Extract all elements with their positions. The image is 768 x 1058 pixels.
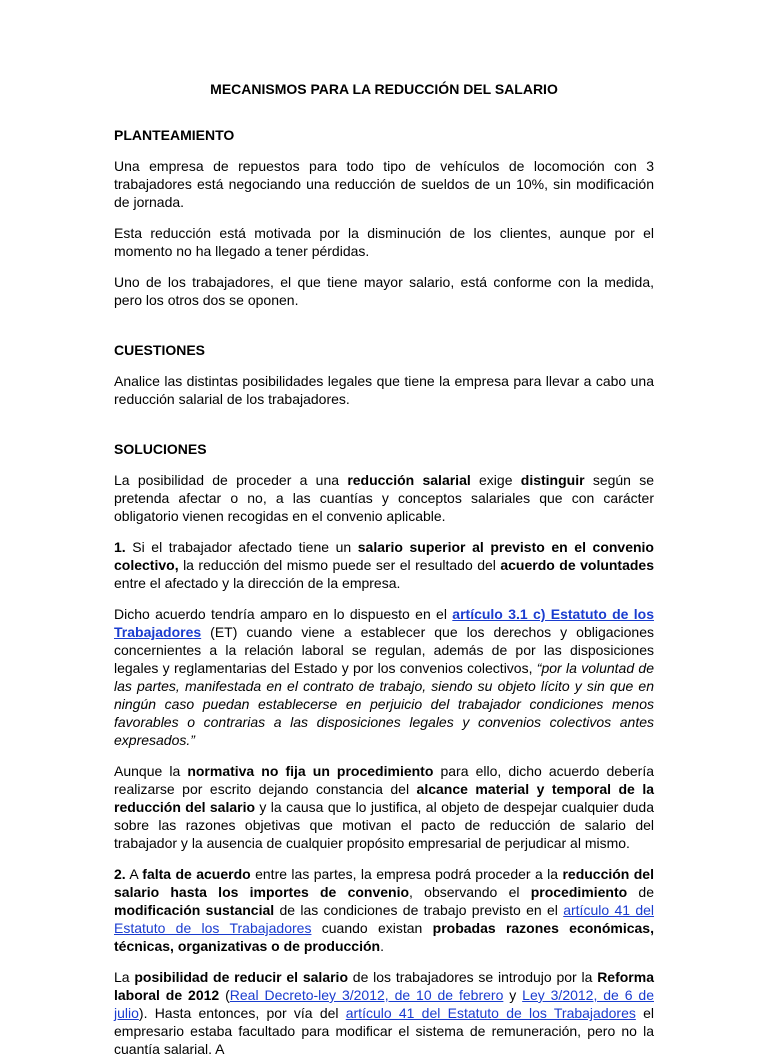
text-run: (ET) cuando viene a establecer que los derechos y obligaciones concernientes a la relación laboral se regulan, además de por las disposiciones legales y reglamentarias del Estado y por los convenios colectivos, (114, 624, 654, 676)
text-run: exige (470, 472, 521, 488)
soluciones-paragraph-1 (114, 471, 654, 525)
text-run: y (503, 987, 523, 1003)
bold-term: normativa no fija un procedimiento (187, 763, 434, 779)
text-run: Aunque la (114, 763, 188, 779)
link-articulo-3-1-c-et[interactable]: artículo 3.1 c) Estatuto de los Trabajadores (114, 606, 654, 640)
bold-term: distinguir (520, 472, 585, 488)
soluciones-paragraph-5 (114, 865, 654, 955)
bold-term: falta de acuerdo (142, 866, 251, 882)
planteamiento-paragraph-2: Esta reducción está motivada por la disminución de los clientes, aunque por el momento no ha llegado a tener pérdidas. (114, 225, 654, 259)
text-run: Si el trabajador afectado tiene un (125, 539, 358, 555)
link-articulo-41-et[interactable]: artículo 41 del Estatuto de los Trabajadores (114, 902, 655, 936)
bold-term: Reforma laboral de 2012 (114, 969, 654, 1003)
soluciones-paragraph-4 (114, 762, 654, 852)
text-run: ). Hasta entonces, por vía del (138, 1005, 346, 1021)
text-run: el empresario estaba facultado para modificar el sistema de remuneración, pero no la cuantía salarial. A (114, 1005, 654, 1057)
bold-term: probadas razones económicas, técnicas, organizativas o de producción (114, 920, 654, 954)
text-run: La (114, 969, 135, 985)
planteamiento-paragraph-1: Una empresa de repuestos para todo tipo de vehículos de locomoción con 3 trabajadores está negociando una reducción de sueldos de un 10%, sin modificación de jornada. (114, 158, 654, 210)
bold-term: reducción del salario hasta los importes de convenio (114, 866, 654, 900)
bold-term: modificación sustancial (114, 902, 275, 918)
text-run: cuando existan (311, 920, 433, 936)
text-run: de (627, 884, 654, 900)
text-run: y la causa que lo justifica, al objeto de despejar cualquier duda sobre las razones objetivas que motivan el pacto de reducción de salario del trabajador y la ausencia de cualquier propósito empresarial de perjudicar al mismo. (114, 799, 654, 851)
text-run: de las condiciones de trabajo previsto en el (274, 902, 564, 918)
cuestiones-paragraph-1: Analice las distintas posibilidades legales que tiene la empresa para llevar a cabo una reducción salarial de los trabajadores. (114, 373, 654, 407)
heading-planteamiento: PLANTEAMIENTO (114, 127, 235, 143)
text-run: entre el afectado y la dirección de la empresa. (114, 575, 401, 591)
link-ley-3-2012[interactable]: Ley 3/2012, de 6 de julio (114, 987, 654, 1021)
text-run: ( (219, 987, 230, 1003)
bold-term: reducción salarial (347, 472, 471, 488)
soluciones-paragraph-6 (114, 968, 654, 1058)
bold-term: alcance material y temporal de la reducción del salario (114, 781, 654, 815)
link-real-decreto-ley-3-2012[interactable]: Real Decreto-ley 3/2012, de 10 de febrero (229, 987, 504, 1003)
bold-term: procedimiento (530, 884, 628, 900)
text-run: Dicho acuerdo tendría amparo en lo dispuesto en el (114, 606, 453, 622)
link-articulo-41-et-2[interactable]: artículo 41 del Estatuto de los Trabajadores (345, 1005, 636, 1021)
item-number: 1. (114, 539, 126, 555)
item-number: 2. (114, 866, 126, 882)
heading-soluciones: SOLUCIONES (114, 441, 207, 457)
document-title: MECANISMOS PARA LA REDUCCIÓN DEL SALARIO (210, 81, 558, 97)
text-run: según se pretenda afectar o no, a las cuantías y conceptos salariales que con carácter obligatorio vienen recogidas en el convenio aplicable. (114, 472, 655, 524)
italic-quote: “por la voluntad de las partes, manifestada en el contrato de trabajo, siendo su objeto lícito y sin que en ningún caso puedan establecerse en perjuicio del trabajador condiciones menos favorables o contrarias a las disposiciones legales y convenios colectivos antes expresados.” (114, 660, 654, 748)
text-run: A (125, 866, 143, 882)
heading-cuestiones: CUESTIONES (114, 342, 206, 358)
text-run: , observando el (409, 884, 531, 900)
text-run: de los trabajadores se introdujo por la (348, 969, 598, 985)
text-run: La posibilidad de proceder a una (114, 472, 348, 488)
bold-term: acuerdo de voluntades (500, 557, 655, 573)
soluciones-paragraph-3 (114, 605, 654, 749)
bold-term: salario superior al previsto en el convenio colectivo, (114, 539, 654, 573)
soluciones-paragraph-2 (114, 538, 654, 592)
text-run: para ello, dicho acuerdo debería realizarse por escrito dejando constancia del (114, 763, 655, 797)
bold-term: posibilidad de reducir el salario (134, 969, 348, 985)
text-run: entre las partes, la empresa podrá proceder a la (250, 866, 563, 882)
planteamiento-paragraph-3: Uno de los trabajadores, el que tiene mayor salario, está conforme con la medida, pero los otros dos se oponen. (114, 274, 654, 308)
text-run: la reducción del mismo puede ser el resultado del (178, 557, 501, 573)
text-run: . (380, 938, 384, 954)
